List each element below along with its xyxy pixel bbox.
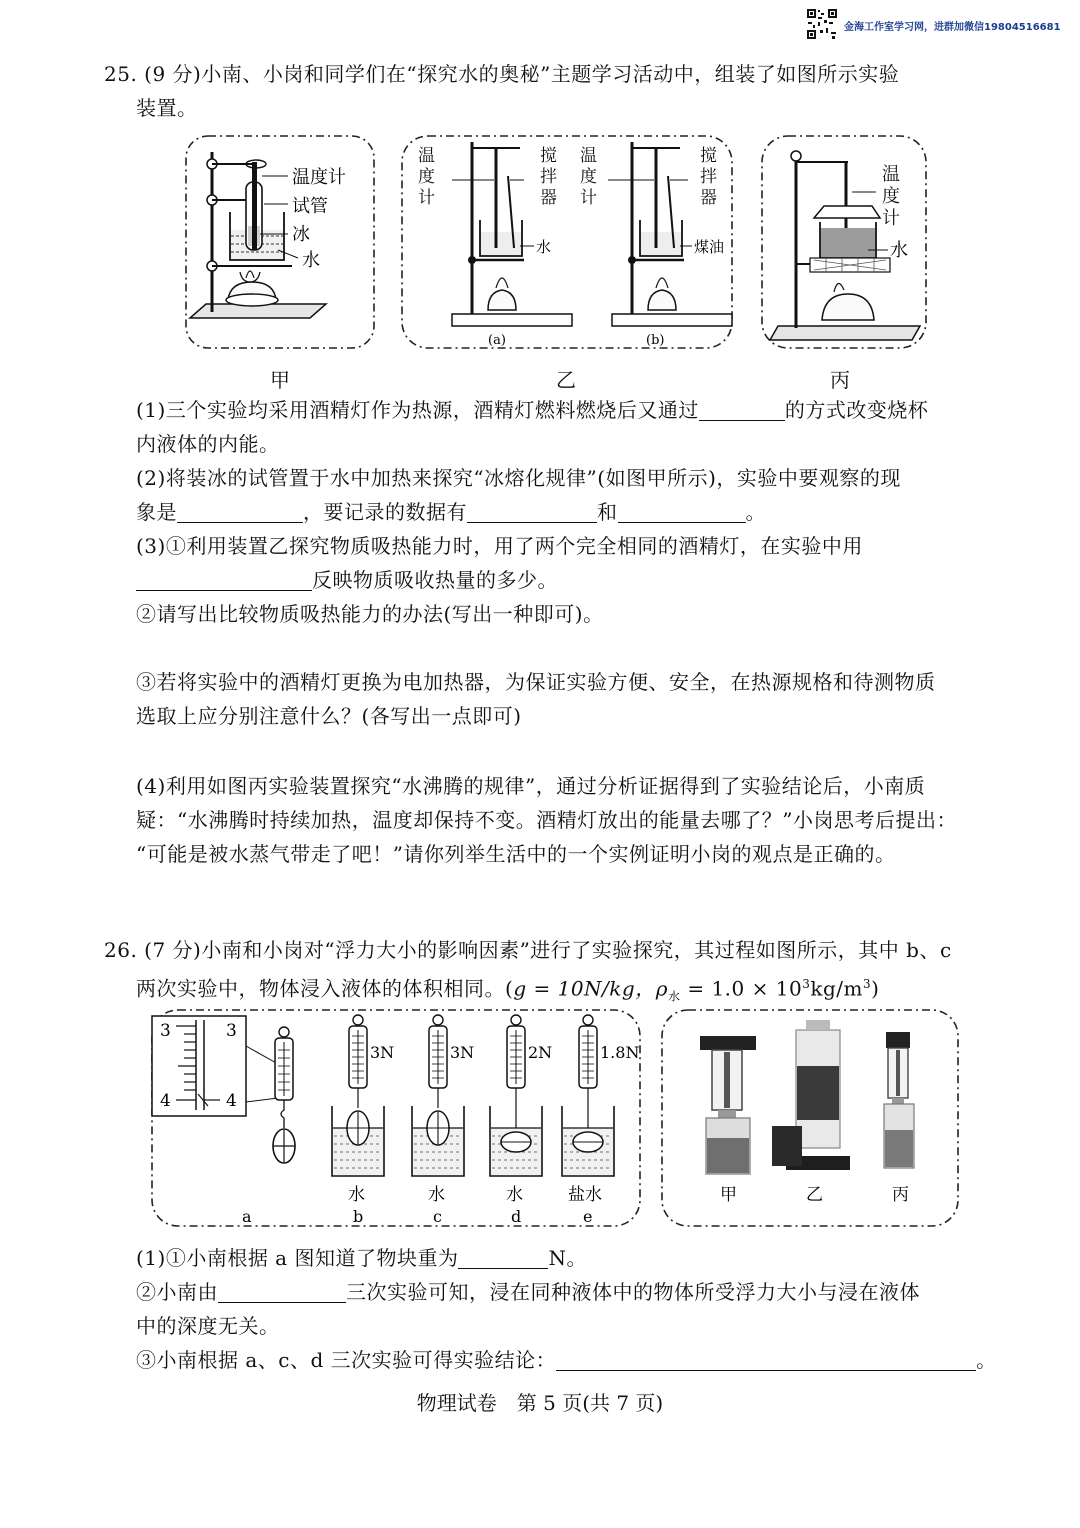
experiment-d	[490, 1015, 552, 1226]
caption-bing: 丙	[830, 368, 850, 392]
q25-part2-line2: 象是 ，要记录的数据有 和 。	[136, 500, 766, 524]
label-stirrer-b-vertical: 搅拌器	[700, 146, 717, 208]
q25-part4-line3: “可能是被水蒸气带走了吧！”请你列举生活中的一个实例证明小岗的观点是正确的。	[136, 842, 896, 866]
q26-part1-line1: (1)①小南根据 a 图知道了物块重为 N。	[136, 1246, 587, 1270]
q25-part4-line1: (4)利用如图丙实验装置探究“水沸腾的规律”，通过分析证据得到了实验结论后，小南质	[136, 774, 926, 798]
q25-part3-line5: 选取上应分别注意什么？(各写出一点即可)	[136, 704, 522, 728]
experiment-e	[562, 1015, 639, 1226]
q26-part3-line1: ③小南根据 a、c、d 三次实验可得实验结论： 。	[136, 1348, 997, 1372]
label-thermometer: 温度计	[292, 167, 346, 188]
label-thermometer-b-vertical: 温度计	[580, 146, 597, 208]
answer-blank[interactable]	[458, 1248, 548, 1269]
answer-blank[interactable]	[618, 502, 746, 523]
scale-mark-top-right: 3	[226, 1021, 237, 1041]
label-test-tube: 试管	[292, 196, 328, 217]
answer-blank[interactable]	[556, 1350, 976, 1371]
answer-blank[interactable]	[699, 400, 785, 421]
scale-mark-top-left: 3	[160, 1021, 171, 1041]
answer-blank[interactable]	[177, 502, 303, 523]
label-water: 水	[302, 250, 320, 271]
letter-a: a	[242, 1207, 252, 1226]
caption-jia: 甲	[270, 368, 290, 392]
q26-part2-line2: 中的深度无关。	[136, 1314, 280, 1338]
page-footer: 物理试卷 第 5 页(共 7 页)	[416, 1391, 664, 1415]
q26-title-line2: 两次实验中，物体浸入液体的体积相同。(g = 10N/kg，$\rho_水 = 1.0 \times 10^3kg/m^3$)	[136, 976, 880, 1004]
q26-part2-line1: ②小南由 三次实验可知，浸在同种液体中的物体所受浮力大小与浸在液体	[136, 1280, 920, 1304]
liquid-label-d: 水	[506, 1185, 523, 1205]
label-thermometer-a-vertical: 温度计	[418, 146, 435, 208]
q25-part3-line3: ②请写出比较物质吸热能力的办法(写出一种即可)。	[136, 602, 604, 626]
scale-mark-bottom-right: 4	[226, 1091, 237, 1111]
photo-caption-yi: 乙	[806, 1185, 823, 1205]
liquid-label-b: 水	[348, 1185, 365, 1205]
answer-blank[interactable]	[218, 1282, 346, 1303]
spring-reading-d: 2N	[528, 1043, 553, 1062]
qr-code-icon	[806, 8, 838, 40]
letter-c: c	[433, 1207, 442, 1226]
label-water-a: 水	[536, 238, 552, 256]
q25-part3-line2: 反映物质吸收热量的多少。	[136, 566, 558, 594]
q25-part3-line4: ③若将实验中的酒精灯更换为电加热器，为保证实验方便、安全，在热源规格和待测物质	[136, 670, 936, 694]
caption-yi: 乙	[556, 368, 576, 392]
letter-b: b	[353, 1207, 364, 1226]
label-stirrer-a-vertical: 搅拌器	[540, 146, 557, 208]
beaker-group	[332, 1015, 639, 1226]
spring-reading-c: 3N	[450, 1043, 475, 1062]
watermark	[800, 6, 1072, 46]
liquid-label-e: 盐水	[568, 1185, 602, 1205]
answer-blank[interactable]	[136, 570, 312, 591]
photo-caption-jia: 甲	[720, 1185, 737, 1205]
q25-title-line1: 25. (9 分)小南、小岗和同学们在“探究水的奥秘”主题学习活动中，组装了如图所示实验	[104, 62, 900, 86]
figure-yi	[396, 132, 738, 358]
q25-part1-line1: (1)三个实验均采用酒精灯作为热源，酒精灯燃料燃烧后又通过 的方式改变烧杯	[136, 398, 929, 422]
answer-blank[interactable]	[467, 502, 597, 523]
watermark-text: 金海工作室学习网，进群加微信19804516681	[844, 22, 1061, 33]
label-thermometer-bing: 温度计	[882, 164, 900, 229]
figure-26-left	[148, 1006, 644, 1230]
figure-bing	[756, 132, 932, 358]
q25-part2-line1: (2)将装冰的试管置于水中加热来探究“冰熔化规律”(如图甲所示)，实验中要观察的现	[136, 466, 901, 490]
figure-jia	[180, 132, 380, 358]
label-kerosene: 煤油	[694, 238, 725, 256]
q26-title-line1: 26. (7 分)小南和小岗对“浮力大小的影响因素”进行了实验探究，其过程如图所示，其中 b、c	[104, 938, 952, 962]
spring-reading-e: 1.8N	[600, 1043, 640, 1062]
letter-e: e	[583, 1207, 593, 1226]
q25-part1-line2: 内液体的内能。	[136, 432, 280, 456]
label-ice: 冰	[292, 224, 310, 245]
liquid-label-c: 水	[428, 1185, 445, 1205]
label-water-bing: 水	[890, 240, 908, 261]
label-sub-a: (a)	[488, 333, 506, 348]
scale-mark-bottom-left: 4	[160, 1091, 171, 1111]
letter-d: d	[511, 1207, 522, 1226]
experiment-c	[412, 1015, 474, 1226]
figure-26-right	[656, 1006, 964, 1230]
photo-caption-bing: 丙	[892, 1185, 909, 1205]
label-sub-b: (b)	[646, 333, 665, 348]
experiment-b	[332, 1015, 394, 1226]
spring-reading-b: 3N	[370, 1043, 395, 1062]
q25-part3-line1: (3)①利用装置乙探究物质吸热能力时，用了两个完全相同的酒精灯，在实验中用	[136, 534, 863, 558]
q25-title-line2: 装置。	[136, 96, 198, 120]
q25-part4-line2: 疑：“水沸腾时持续加热，温度却保持不变。酒精灯放出的能量去哪了？”小岗思考后提出：	[136, 808, 957, 832]
